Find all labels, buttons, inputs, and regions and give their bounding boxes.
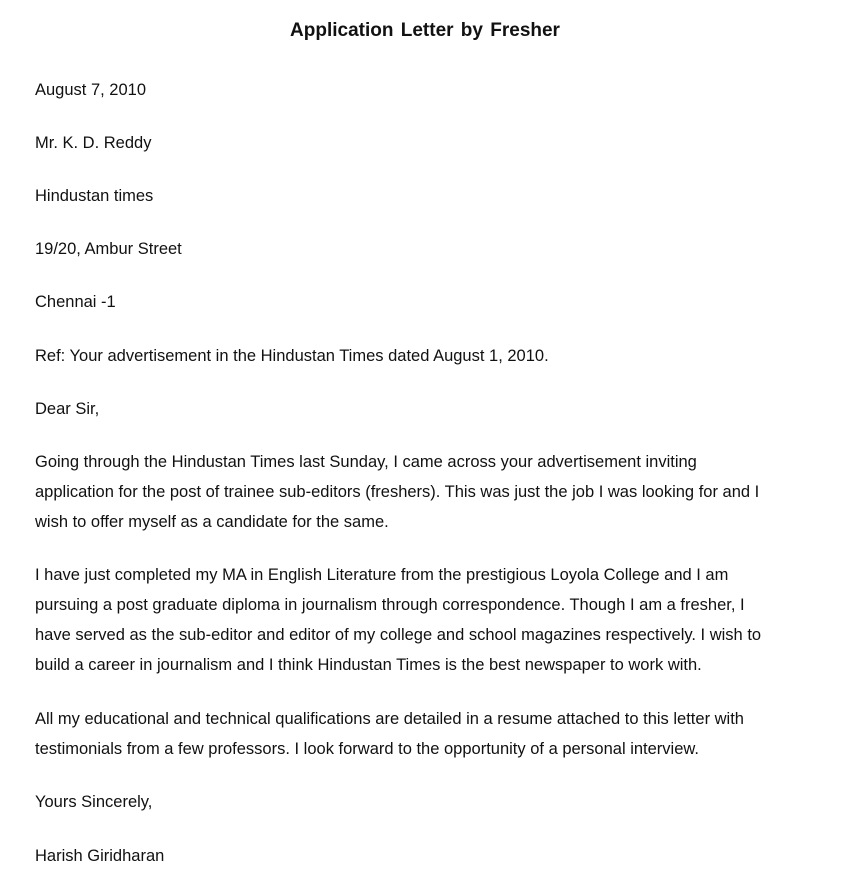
recipient-street: 19/20, Ambur Street [35,240,182,258]
paragraph-line: Going through the Hindustan Times last Sunday, I came across your advertisement inviting [35,453,697,471]
paragraph-line: pursuing a post graduate diploma in journalism through correspondence. Though I am a fresher, I [35,596,745,614]
signature-name: Harish Giridharan [35,847,165,865]
body-paragraph-3 [35,704,825,764]
salutation: Dear Sir, [35,400,100,418]
body-paragraph-1 [35,447,825,537]
letter-date: August 7, 2010 [35,81,147,99]
paragraph-line: build a career in journalism and I think Hindustan Times is the best newspaper to work with. [35,656,702,674]
closing: Yours Sincerely, [35,793,153,811]
paragraph-line: have served as the sub-editor and editor of my college and school magazines respectively. I wish to [35,626,762,644]
paragraph-line: testimonials from a few professors. I look forward to the opportunity of a personal interview. [35,740,699,758]
paragraph-line: wish to offer myself as a candidate for the same. [35,513,389,531]
body-paragraph-2 [35,560,825,680]
document-title: Application Letter by Fresher [290,20,560,41]
recipient-company: Hindustan times [35,187,154,205]
paragraph-line: application for the post of trainee sub-editors (freshers). This was just the job I was looking for and I [35,483,760,501]
reference-line: Ref: Your advertisement in the Hindustan Times dated August 1, 2010. [35,347,549,365]
paragraph-line: All my educational and technical qualifications are detailed in a resume attached to this letter with [35,710,744,728]
paragraph-line: I have just completed my MA in English Literature from the prestigious Loyola College and I am [35,566,729,584]
recipient-city: Chennai -1 [35,293,116,311]
recipient-name: Mr. K. D. Reddy [35,134,152,152]
